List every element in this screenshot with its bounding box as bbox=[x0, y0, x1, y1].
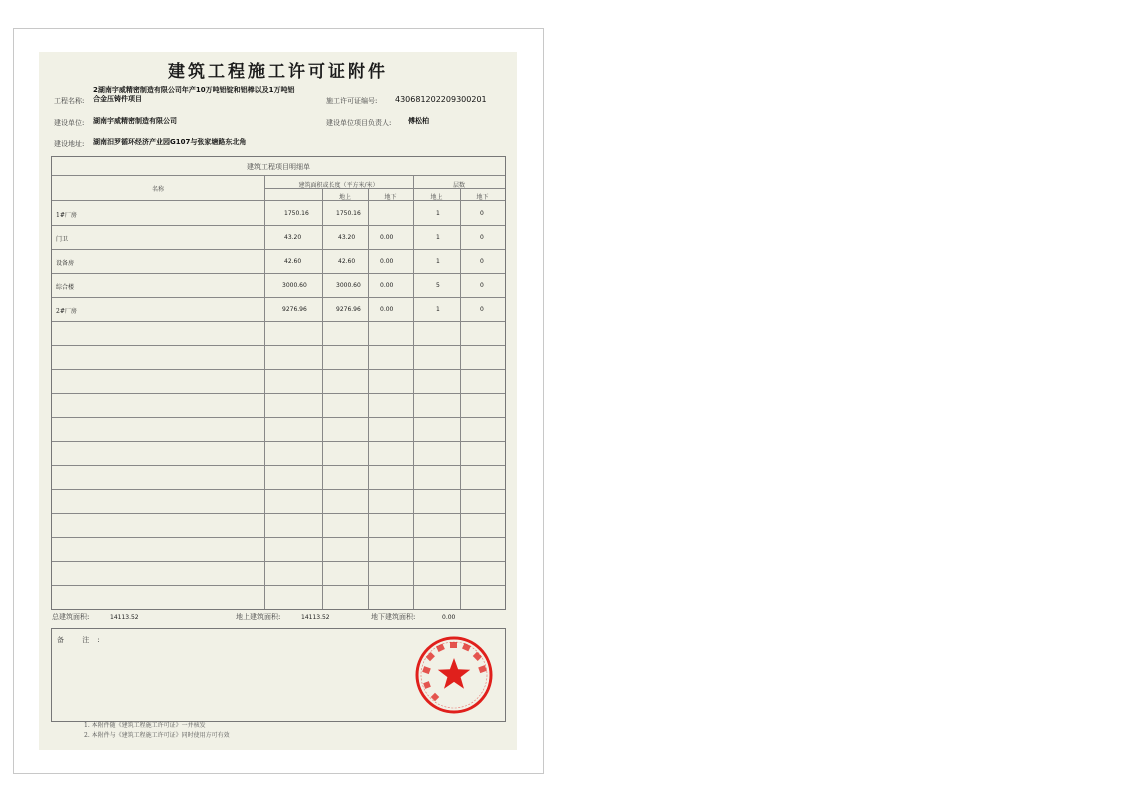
below-ground-area-label: 地下建筑面积: bbox=[371, 613, 416, 621]
permit-number-value: 430681202209300201 bbox=[395, 95, 487, 104]
row-floors-above: 1 bbox=[436, 306, 440, 313]
row-area: 1750.16 bbox=[284, 210, 309, 217]
remarks-label: 备 注: bbox=[57, 636, 108, 644]
row-area: 42.60 bbox=[284, 258, 302, 265]
below-ground-area-value: 0.00 bbox=[442, 614, 456, 621]
row-area-below: 0.00 bbox=[380, 234, 394, 241]
permit-number-label: 施工许可证编号: bbox=[326, 97, 378, 105]
row-area-below: 0.00 bbox=[380, 306, 394, 313]
row-floors-below: 0 bbox=[480, 258, 484, 265]
row-floors-above: 1 bbox=[436, 210, 440, 217]
column-header-floors: 层数 bbox=[452, 182, 465, 189]
project-leader-label: 建设单位项目负责人: bbox=[326, 119, 392, 127]
row-floors-above: 1 bbox=[436, 234, 440, 241]
footnote-1: 1. 本附件随《建筑工程施工许可证》一并核发 bbox=[84, 722, 206, 729]
row-name: 门卫 bbox=[56, 236, 69, 243]
address-value: 湖南汨罗循环经济产业园G107与张家塘路东北角 bbox=[93, 138, 247, 146]
row-floors-below: 0 bbox=[480, 210, 484, 217]
row-area: 43.20 bbox=[284, 234, 302, 241]
document-title: 建筑工程施工许可证附件 bbox=[168, 62, 388, 82]
table-caption: 建筑工程项目明细单 bbox=[247, 163, 310, 171]
address-label: 建设地址: bbox=[54, 140, 85, 148]
project-name-label: 工程名称: bbox=[54, 97, 85, 105]
subheader-floors-below: 地下 bbox=[476, 194, 489, 201]
row-floors-above: 5 bbox=[436, 282, 440, 289]
row-area-below: 0.00 bbox=[380, 282, 394, 289]
footnote-2: 2. 本附件与《建筑工程施工许可证》同时使用方可有效 bbox=[84, 732, 230, 739]
row-floors-below: 0 bbox=[480, 306, 484, 313]
row-area: 9276.96 bbox=[282, 306, 307, 313]
row-area-below: 0.00 bbox=[380, 258, 394, 265]
builder-label: 建设单位: bbox=[54, 119, 85, 127]
permit-attachment-page bbox=[39, 52, 517, 750]
project-name-value-line1: 2湖南宇威精密制造有限公司年产10万吨铝锭和铝棒以及1万吨铝 bbox=[93, 86, 295, 94]
subheader-floors-above: 地上 bbox=[430, 194, 443, 201]
project-detail-table bbox=[51, 156, 506, 610]
row-name: 1#厂房 bbox=[56, 212, 77, 219]
row-area-above: 42.60 bbox=[338, 258, 356, 265]
column-header-name: 名称 bbox=[151, 186, 164, 193]
row-area-above: 9276.96 bbox=[336, 306, 361, 313]
builder-value: 湖南宇威精密制造有限公司 bbox=[93, 117, 177, 125]
above-ground-area-value: 14113.52 bbox=[301, 614, 330, 621]
row-floors-below: 0 bbox=[480, 234, 484, 241]
total-area-value: 14113.52 bbox=[110, 614, 139, 621]
project-name-value-line2: 合金压铸件项目 bbox=[93, 95, 142, 103]
row-name: 综合楼 bbox=[56, 284, 75, 291]
row-area: 3000.60 bbox=[282, 282, 307, 289]
project-leader-value: 傅松柏 bbox=[408, 117, 429, 125]
row-floors-below: 0 bbox=[480, 282, 484, 289]
row-name: 2#厂房 bbox=[56, 308, 77, 315]
row-area-above: 3000.60 bbox=[336, 282, 361, 289]
row-name: 设备房 bbox=[56, 260, 75, 267]
subheader-area-below: 地下 bbox=[384, 194, 397, 201]
total-area-label: 总建筑面积: bbox=[52, 613, 90, 621]
row-area-above: 1750.16 bbox=[336, 210, 361, 217]
column-header-area: 建筑面积或长度（平方米/米） bbox=[298, 182, 379, 189]
subheader-area-above: 地上 bbox=[338, 194, 351, 201]
official-seal bbox=[413, 634, 495, 716]
row-area-above: 43.20 bbox=[338, 234, 356, 241]
row-floors-above: 1 bbox=[436, 258, 440, 265]
footnotes bbox=[84, 721, 230, 741]
above-ground-area-label: 地上建筑面积: bbox=[236, 613, 281, 621]
